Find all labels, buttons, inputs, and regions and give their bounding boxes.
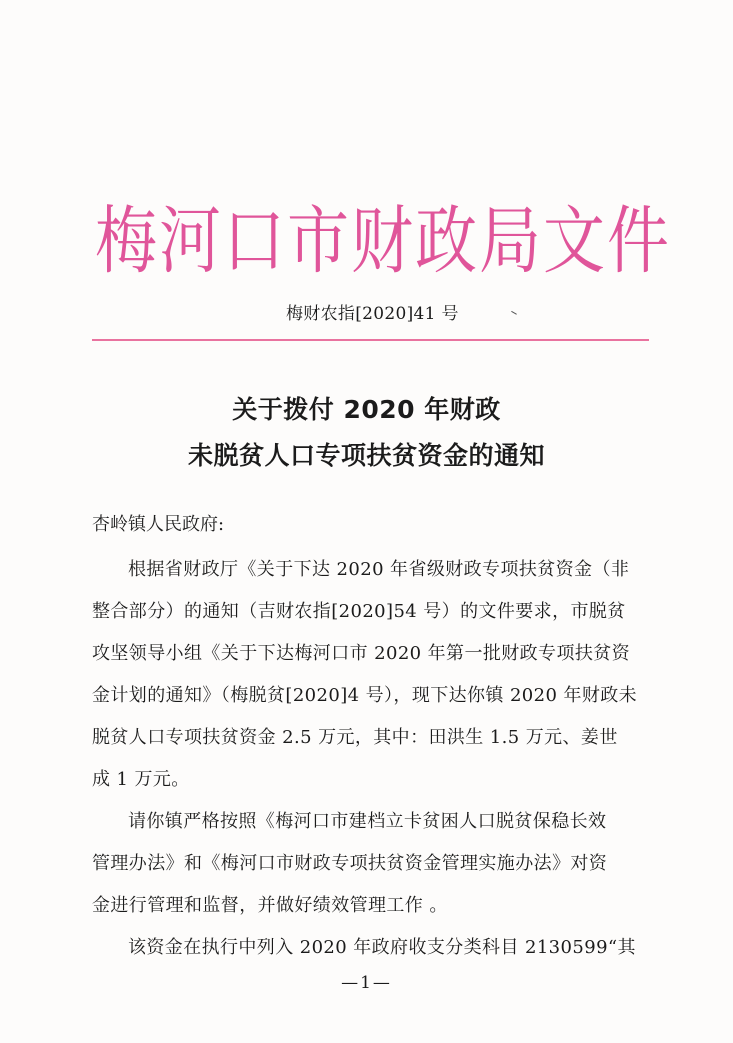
body-line: 金计划的通知》（梅脱贫[2020]4 号），现下达你镇 2020 年财政未 [92,685,638,706]
page-number: —1— [341,973,392,993]
recipient: 杏岭镇人民政府: [92,514,225,535]
body-line: 整合部分）的通知（吉财农指[2020]54 号）的文件要求，市脱贫 [92,601,626,622]
notice-title-line-1: 关于拨付 2020 年财政 [232,395,501,424]
body-line: 攻坚领导小组《关于下达梅河口市 2020 年第一批财政专项扶贫资 [92,643,631,664]
stray-ink-mark [509,311,517,318]
document-number: 梅财农指[2020]41 号 [286,304,459,324]
body-line: 该资金在执行中列入 2020 年政府收支分类科目 2130599“其 [128,937,636,958]
body-line: 脱贫人口专项扶贫资金 2.5 万元，其中：田洪生 1.5 万元、姜世 [92,727,618,748]
body-line: 请你镇严格按照《梅河口市建档立卡贫困人口脱贫保稳长效 [128,811,607,832]
body-line: 成 1 万元。 [92,769,190,790]
body-line: 金进行管理和监督，并做好绩效管理工作 。 [92,895,448,916]
header-divider [92,339,649,341]
body-line: 管理办法》和《梅河口市财政专项扶贫资金管理实施办法》对资 [92,853,608,874]
notice-title-line-2: 未脱贫人口专项扶贫资金的通知 [187,441,545,470]
issuer-header-title: 梅河口市财政局文件 [95,197,672,284]
body-line: 根据省财政厅《关于下达 2020 年省级财政专项扶贫资金（非 [128,559,630,580]
